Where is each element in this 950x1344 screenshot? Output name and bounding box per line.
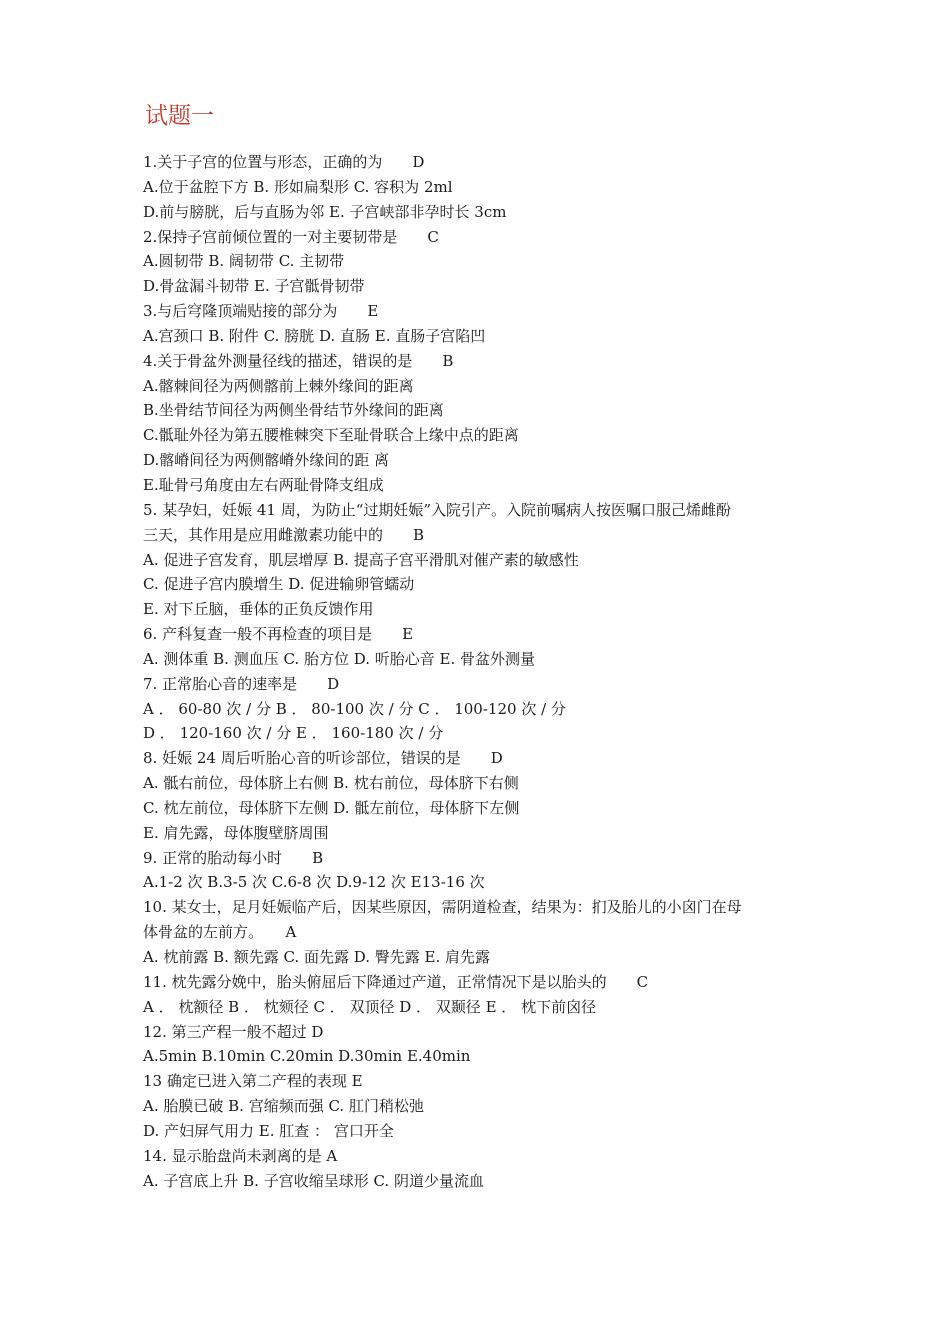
- text-line: A. 枕前露 B. 额先露 C. 面先露 D. 臀先露 E. 肩先露: [143, 948, 490, 966]
- text-line: A.1-2 次 B.3-5 次 C.6-8 次 D.9-12 次 E13-16 次: [143, 873, 485, 892]
- text-line: D. 产妇屏气用力 E. 肛查 ： 宫口开全: [143, 1121, 394, 1140]
- text-line: A. 胎膜已破 B. 宫缩频而强 C. 肛门稍松弛: [143, 1097, 424, 1116]
- text-line: 3.与后穹隆顶端贴接的部分为 E: [143, 302, 379, 321]
- text-line: A.位于盆腔下方 B. 形如扁梨形 C. 容积为 2ml: [143, 177, 453, 196]
- text-line: D.髂嵴间径为两侧髂嵴外缘间的距 离: [143, 451, 390, 470]
- text-line: 2.保持子宫前倾位置的一对主要韧带是 C: [143, 227, 439, 246]
- text-line: C.骶耻外径为第五腰椎棘突下至耻骨联合上缘中点的距离: [143, 426, 519, 445]
- text-line: 10. 某女士，足月妊娠临产后，因某些原因，需阴道检查，结果为：扪及胎儿的小囟门在母: [143, 898, 742, 917]
- text-line: 14. 显示胎盘尚未剥离的是 A: [143, 1146, 338, 1165]
- text-line: 11. 枕先露分娩中，胎头俯屈后下降通过产道，正常情况下是以胎头的 C: [143, 972, 649, 991]
- text-line: 4.关于骨盆外测量径线的描述，错误的是 B: [143, 351, 454, 370]
- text-line: 12. 第三产程一般不超过 D: [143, 1022, 324, 1041]
- question-list: [143, 150, 823, 1193]
- text-line: A.圆韧带 B. 阔韧带 C. 主韧带: [143, 252, 345, 271]
- document-title: 试题一: [145, 103, 214, 129]
- text-line: A. 促进子宫发育，肌层增厚 B. 提高子宫平滑肌对催产素的敏感性: [143, 550, 579, 569]
- text-line: A ． 60-80 次 / 分 B ． 80-100 次 / 分 C ． 100-120 次 / 分: [143, 699, 566, 718]
- text-line: B.坐骨结节间径为两侧坐骨结节外缘间的距离: [143, 401, 444, 420]
- text-line: D ． 120-160 次 / 分 E ． 160-180 次 / 分: [143, 724, 444, 743]
- text-line: 13 确定已进入第二产程的表现 E: [143, 1072, 363, 1091]
- text-line: 1.关于子宫的位置与形态，正确的为 D: [143, 153, 425, 171]
- text-line: 体骨盆的左前方。 A: [143, 923, 297, 942]
- text-line: 5. 某孕妇，妊娠 41 周，为防止“过期妊娠”入院引产。入院前嘱病人按医嘱口服己烯雌酚: [143, 500, 732, 519]
- text-line: C. 促进子宫内膜增生 D. 促进输卵管蠕动: [143, 575, 415, 594]
- text-line: C. 枕左前位，母体脐下左侧 D. 骶左前位，母体脐下左侧: [143, 798, 520, 817]
- text-line: 三天，其作用是应用雌激素功能中的 B: [143, 525, 425, 544]
- document-page: [143, 100, 823, 1193]
- text-line: D.骨盆漏斗韧带 E. 子宫骶骨韧带: [143, 277, 365, 296]
- text-line: 8. 妊娠 24 周后听胎心音的听诊部位，错误的是 D: [143, 749, 503, 768]
- text-line: 7. 正常胎心音的速率是 D: [143, 674, 340, 693]
- text-line: A. 测体重 B. 测血压 C. 胎方位 D. 听胎心音 E. 骨盆外测量: [143, 649, 535, 668]
- text-line: A.髂棘间径为两侧髂前上棘外缘间的距离: [143, 376, 414, 395]
- text-line: E.耻骨弓角度由左右两耻骨降支组成: [143, 475, 384, 494]
- text-line: E. 肩先露，母体腹壁脐周围: [143, 823, 329, 842]
- text-line: 9. 正常的胎动每小时 B: [143, 848, 324, 867]
- text-line: A. 骶右前位，母体脐上右侧 B. 枕右前位，母体脐下右侧: [143, 774, 519, 793]
- text-line: 6. 产科复查一般不再检查的项目是 E: [143, 625, 414, 644]
- text-line: E. 对下丘脑，垂体的正负反馈作用: [143, 600, 374, 619]
- text-line: A.5min B.10min C.20min D.30min E.40min: [143, 1047, 471, 1066]
- text-line: A.宫颈口 B. 附件 C. 膀胱 D. 直肠 E. 直肠子宫陷凹: [143, 326, 486, 345]
- text-line: D.前与膀胱，后与直肠为邻 E. 子宫峡部非孕时长 3cm: [143, 202, 507, 221]
- text-line: A. 子宫底上升 B. 子宫收缩呈球形 C. 阴道少量流血: [143, 1171, 484, 1190]
- text-line: A ． 枕额径 B ． 枕颏径 C ． 双顶径 D ． 双颞径 E ． 枕下前囟径: [143, 997, 597, 1016]
